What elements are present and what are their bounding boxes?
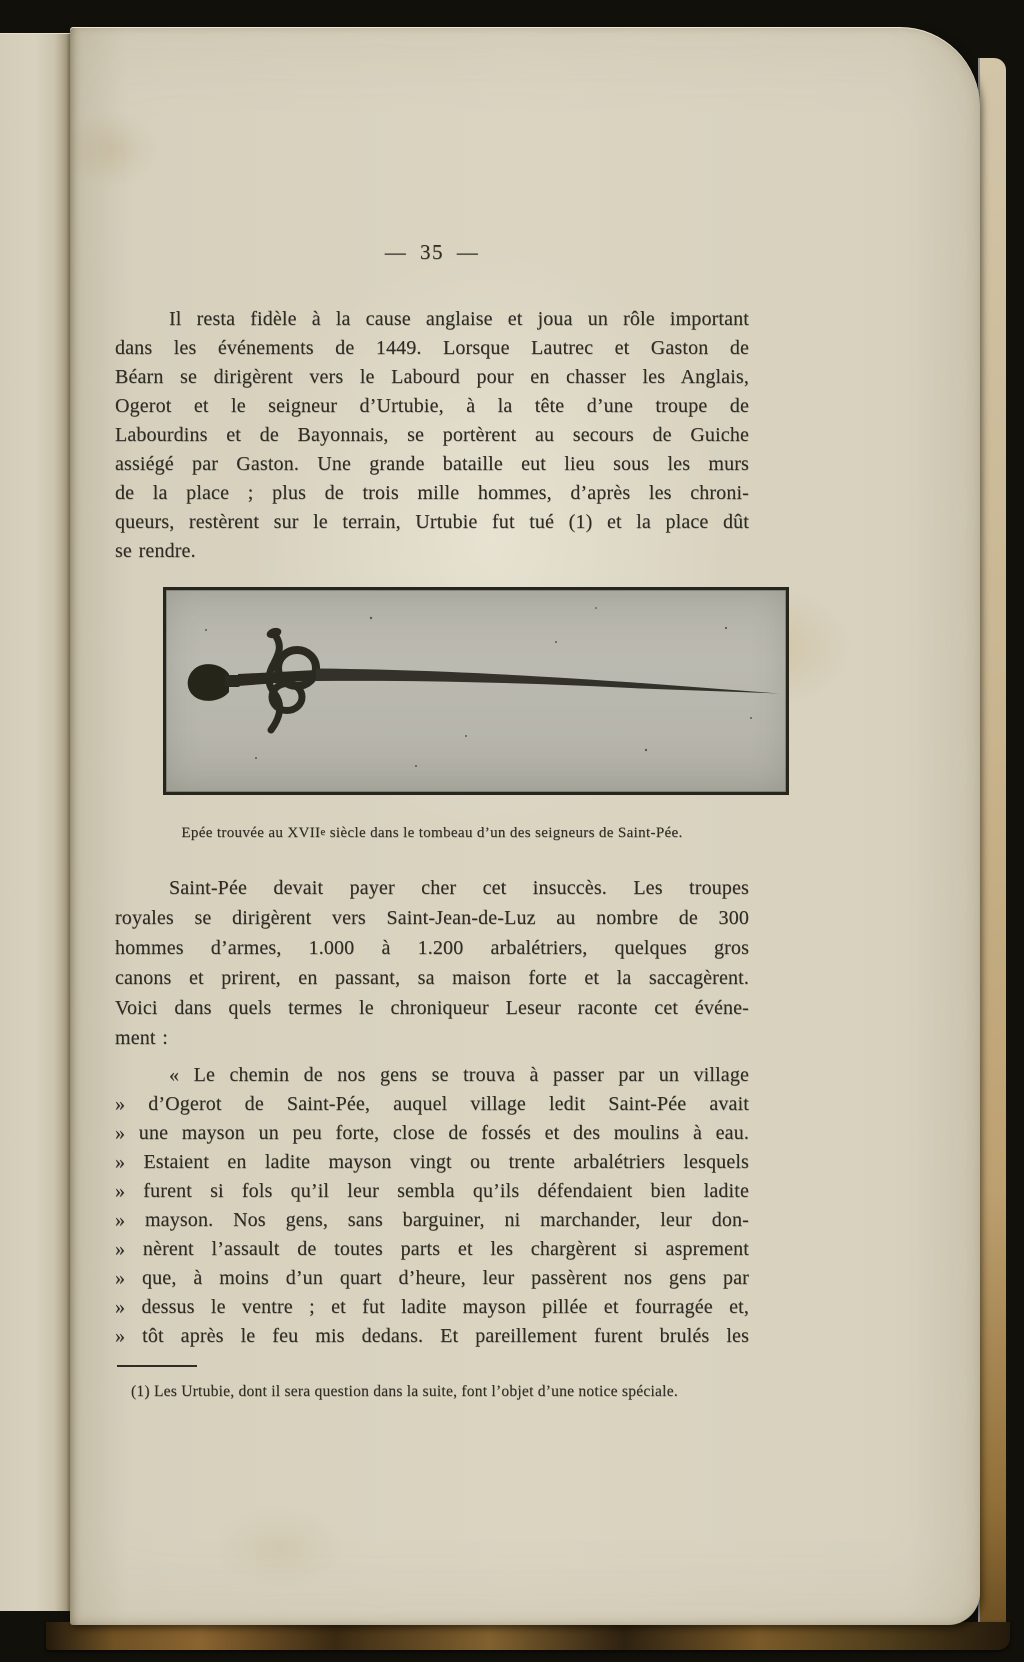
figure-caption <box>115 825 749 842</box>
text-line: de la place ; plus de trois mille hommes, d’après les chroni- <box>115 482 749 504</box>
quote-line: » tôt après le feu mis dedans. Et pareillement furent brulés les <box>115 1325 749 1347</box>
book-page <box>70 27 980 1625</box>
text-line: queurs, restèrent sur le terrain, Urtubie fut tué (1) et la place dût <box>115 511 749 533</box>
sword-blade <box>316 669 779 694</box>
caption-text: Epée trouvée au XVII <box>181 825 321 841</box>
text-line: canons et prirent, en passant, sa maison forte et la saccagèrent. <box>115 967 749 989</box>
quote-paragraph <box>115 1061 749 1351</box>
adjacent-page-edge <box>0 33 72 1611</box>
paragraph-1 <box>115 305 749 566</box>
quote-line: » dessus le ventre ; et fut ladite mayson pillée et fourragée et, <box>115 1296 749 1318</box>
text-line: se rendre. <box>115 540 196 562</box>
text-line: royales se dirigèrent vers Saint-Jean-de-Luz au nombre de 300 <box>115 907 749 929</box>
text-line: Saint-Pée devait payer cher cet insuccès. Les troupes <box>169 877 749 899</box>
book-cover-edge <box>46 1622 1010 1650</box>
text-line: Voici dans quels termes le chroniqueur Leseur raconte cet événe- <box>115 997 749 1019</box>
text-line: Il resta fidèle à la cause anglaise et joua un rôle important <box>169 308 749 330</box>
footnote-divider <box>117 1365 197 1367</box>
caption-text: siècle dans le tombeau d’un des seigneurs de Saint-Pée. <box>325 825 683 841</box>
text-line: Ogerot et le seigneur d’Urtubie, à la tête d’une troupe de <box>115 395 749 417</box>
text-line: Béarn se dirigèrent vers le Labourd pour en chasser les Anglais, <box>115 366 749 388</box>
paragraph-2 <box>115 873 749 1053</box>
quote-line: » nèrent l’assault de toutes parts et les chargèrent si asprement <box>115 1238 749 1260</box>
sword-pommel-neck <box>225 675 240 687</box>
page-content <box>115 27 749 1625</box>
caption-ordinal: e <box>320 826 326 838</box>
quote-line: » que, à moins d’un quart d’heure, leur passèrent nos gens par <box>115 1267 749 1289</box>
footnote: (1) Les Urtubie, dont il sera question dans la suite, font l’objet d’une notice spéciale. <box>131 1383 678 1400</box>
text-line: dans les événements de 1449. Lorsque Lautrec et Gaston de <box>115 337 749 359</box>
quote-line: » d’Ogerot de Saint-Pée, auquel village ledit Saint-Pée avait <box>115 1093 749 1115</box>
underlying-page-edge <box>978 58 1006 1630</box>
quote-line: » une mayson un peu forte, close de fossés et des moulins à eau. <box>115 1122 749 1144</box>
text-line: assiégé par Gaston. Une grande bataille eut lieu sous les murs <box>115 453 749 475</box>
text-line: hommes d’armes, 1.000 à 1.200 arbalétriers, quelques gros <box>115 937 749 959</box>
sword-pommel <box>188 664 229 701</box>
quote-line: » mayson. Nos gens, sans barguiner, ni marchander, leur don- <box>115 1209 749 1231</box>
quote-line: « Le chemin de nos gens se trouva à passer par un village <box>169 1064 749 1086</box>
quote-line: » furent si fols qu’il leur sembla qu’ils défendaient bien ladite <box>115 1180 749 1202</box>
page-number: — 35 — <box>384 240 480 264</box>
quote-line: » Estaient en ladite mayson vingt ou trente arbalétriers lesquels <box>115 1151 749 1173</box>
sword-illustration <box>166 590 786 792</box>
text-line: ment : <box>115 1027 168 1049</box>
sword-photograph <box>163 587 789 795</box>
text-line: Labourdins et de Bayonnais, se portèrent au secours de Guiche <box>115 424 749 446</box>
